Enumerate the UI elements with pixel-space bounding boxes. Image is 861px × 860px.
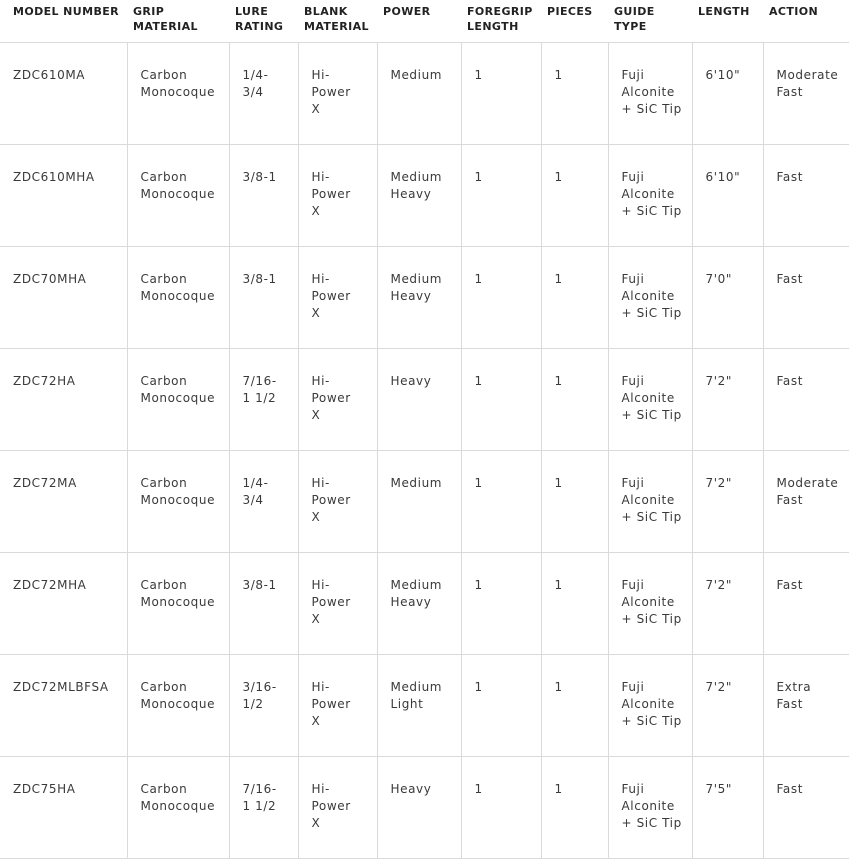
column-header-model-number [0, 0, 127, 42]
column-header-guide-type [608, 0, 692, 42]
cell-guide-type: Fuji Alconite + SiC Tip [608, 246, 692, 348]
header-label: MODEL NUMBER [13, 5, 120, 18]
column-header-lure-rating [229, 0, 298, 42]
cell-power: Heavy [377, 348, 461, 450]
cell-grip-material: Carbon Monocoque [127, 552, 229, 654]
cell-blank-material: Hi- Power X [298, 144, 377, 246]
cell-lure-rating: 3/8-1 [229, 552, 298, 654]
header-label: PIECES [547, 5, 593, 18]
table-row [0, 450, 849, 552]
cell-guide-type: Fuji Alconite + SiC Tip [608, 42, 692, 144]
cell-blank-material: Hi- Power X [298, 654, 377, 756]
table-body [0, 42, 849, 858]
cell-power: Medium [377, 42, 461, 144]
cell-grip-material: Carbon Monocoque [127, 450, 229, 552]
cell-pieces: 1 [541, 552, 608, 654]
table-row [0, 246, 849, 348]
cell-power: Medium Heavy [377, 144, 461, 246]
cell-power: Heavy [377, 756, 461, 858]
cell-length: 7'0" [692, 246, 763, 348]
cell-lure-rating: 7/16- 1 1/2 [229, 348, 298, 450]
header-label: LURE RATING [235, 5, 284, 33]
table-row [0, 654, 849, 756]
column-header-action [763, 0, 849, 42]
table-header [0, 0, 849, 42]
cell-foregrip-length: 1 [461, 246, 541, 348]
cell-foregrip-length: 1 [461, 552, 541, 654]
cell-power: Medium Light [377, 654, 461, 756]
header-label: GRIP MATERIAL [133, 5, 198, 33]
column-header-foregrip-length [461, 0, 541, 42]
cell-model-number: ZDC72MHA [0, 552, 127, 654]
cell-guide-type: Fuji Alconite + SiC Tip [608, 144, 692, 246]
cell-grip-material: Carbon Monocoque [127, 144, 229, 246]
cell-length: 7'2" [692, 450, 763, 552]
cell-foregrip-length: 1 [461, 42, 541, 144]
cell-length: 7'5" [692, 756, 763, 858]
cell-lure-rating: 3/8-1 [229, 246, 298, 348]
cell-grip-material: Carbon Monocoque [127, 348, 229, 450]
cell-blank-material: Hi- Power X [298, 246, 377, 348]
cell-model-number: ZDC72HA [0, 348, 127, 450]
cell-model-number: ZDC75HA [0, 756, 127, 858]
cell-lure-rating: 7/16- 1 1/2 [229, 756, 298, 858]
header-label: POWER [383, 5, 431, 18]
table-row [0, 348, 849, 450]
cell-pieces: 1 [541, 348, 608, 450]
cell-blank-material: Hi- Power X [298, 348, 377, 450]
cell-foregrip-length: 1 [461, 144, 541, 246]
cell-pieces: 1 [541, 246, 608, 348]
cell-action: Moderate Fast [763, 450, 849, 552]
cell-pieces: 1 [541, 144, 608, 246]
column-header-length [692, 0, 763, 42]
cell-pieces: 1 [541, 450, 608, 552]
header-label: FOREGRIP LENGTH [467, 5, 533, 33]
cell-power: Medium Heavy [377, 552, 461, 654]
cell-foregrip-length: 1 [461, 756, 541, 858]
cell-model-number: ZDC70MHA [0, 246, 127, 348]
cell-model-number: ZDC610MA [0, 42, 127, 144]
cell-grip-material: Carbon Monocoque [127, 756, 229, 858]
column-header-pieces [541, 0, 608, 42]
cell-lure-rating: 1/4- 3/4 [229, 42, 298, 144]
cell-guide-type: Fuji Alconite + SiC Tip [608, 450, 692, 552]
cell-action: Fast [763, 246, 849, 348]
cell-length: 6'10" [692, 144, 763, 246]
cell-power: Medium Heavy [377, 246, 461, 348]
cell-lure-rating: 3/16- 1/2 [229, 654, 298, 756]
column-header-blank-material [298, 0, 377, 42]
cell-foregrip-length: 1 [461, 450, 541, 552]
table-row [0, 552, 849, 654]
cell-pieces: 1 [541, 42, 608, 144]
column-header-power [377, 0, 461, 42]
cell-length: 7'2" [692, 552, 763, 654]
header-row [0, 0, 849, 42]
cell-guide-type: Fuji Alconite + SiC Tip [608, 654, 692, 756]
cell-guide-type: Fuji Alconite + SiC Tip [608, 756, 692, 858]
table-row [0, 144, 849, 246]
cell-action: Extra Fast [763, 654, 849, 756]
cell-guide-type: Fuji Alconite + SiC Tip [608, 552, 692, 654]
cell-blank-material: Hi- Power X [298, 42, 377, 144]
cell-action: Fast [763, 348, 849, 450]
table-row [0, 42, 849, 144]
cell-length: 6'10" [692, 42, 763, 144]
cell-blank-material: Hi- Power X [298, 552, 377, 654]
cell-foregrip-length: 1 [461, 348, 541, 450]
header-label: GUIDE TYPE [614, 5, 655, 33]
cell-guide-type: Fuji Alconite + SiC Tip [608, 348, 692, 450]
cell-foregrip-length: 1 [461, 654, 541, 756]
cell-grip-material: Carbon Monocoque [127, 246, 229, 348]
cell-pieces: 1 [541, 654, 608, 756]
cell-model-number: ZDC72MLBFSA [0, 654, 127, 756]
cell-model-number: ZDC610MHA [0, 144, 127, 246]
header-label: BLANK MATERIAL [304, 5, 369, 33]
cell-action: Moderate Fast [763, 42, 849, 144]
column-header-grip-material [127, 0, 229, 42]
cell-lure-rating: 1/4- 3/4 [229, 450, 298, 552]
cell-length: 7'2" [692, 654, 763, 756]
cell-pieces: 1 [541, 756, 608, 858]
cell-action: Fast [763, 552, 849, 654]
table-row [0, 756, 849, 858]
header-label: LENGTH [698, 5, 750, 18]
cell-grip-material: Carbon Monocoque [127, 654, 229, 756]
cell-action: Fast [763, 756, 849, 858]
cell-model-number: ZDC72MA [0, 450, 127, 552]
cell-action: Fast [763, 144, 849, 246]
cell-power: Medium [377, 450, 461, 552]
cell-length: 7'2" [692, 348, 763, 450]
cell-blank-material: Hi- Power X [298, 756, 377, 858]
header-label: ACTION [769, 5, 819, 18]
cell-grip-material: Carbon Monocoque [127, 42, 229, 144]
cell-blank-material: Hi- Power X [298, 450, 377, 552]
cell-lure-rating: 3/8-1 [229, 144, 298, 246]
